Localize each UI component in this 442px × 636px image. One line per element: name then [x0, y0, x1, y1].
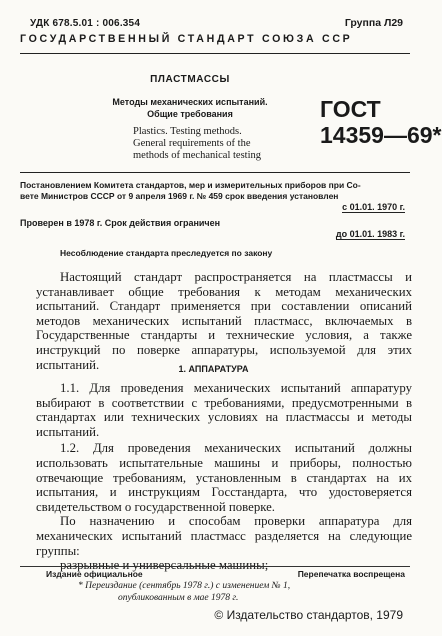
decree-text [20, 180, 415, 202]
clause-1-1: 1.1. Для проведения механических испытаний аппаратуру выбирают в соответствии с требованиями, предусмотренными в стандартах или технических условиях на пластмассы и методы испытаний. [36, 381, 412, 439]
state-standard-heading: ГОСУДАРСТВЕННЫЙ СТАНДАРТ СОЮЗА ССР [20, 33, 353, 45]
section-body [36, 381, 412, 573]
english-title-line: methods of mechanical testing [133, 150, 262, 161]
review-note: Проверен в 1978 г. Срок действия ограничен [20, 218, 221, 228]
section-heading: 1. АППАРАТУРА [178, 364, 249, 374]
english-title [90, 126, 290, 162]
legal-warning: Несоблюдение стандарта преследуется по закону [60, 248, 273, 258]
intro-paragraph [36, 270, 412, 372]
introduction-date: с 01.01. 1970 г. [342, 202, 405, 212]
udk-code: УДК 678.5.01 : 006.354 [30, 18, 141, 29]
reissue-note: * Переиздание (сентябрь 1978 г.) с изменением № 1, [78, 581, 291, 591]
decree-line: Постановлением Комитета стандартов, мер и измерительных приборов при Со- [20, 180, 361, 190]
gost-number: 14359—69* [320, 122, 442, 148]
decree-line: вете Министров СССР от 9 апреля 1969 г. № 459 срок введения установлен [20, 191, 339, 201]
title-block [90, 74, 290, 162]
header-rule [20, 53, 410, 54]
english-title-line: Plastics. Testing methods. [133, 126, 242, 137]
gost-designation [320, 96, 442, 148]
footer-rule [20, 566, 410, 567]
clause-list-item: разрывные и универсальные машины; [60, 558, 269, 573]
gost-label: ГОСТ [320, 96, 381, 122]
approval-note: опубликованным в мае 1978 г. [118, 593, 239, 603]
clause-1-2: 1.2. Для проведения механических испытаний должны использовать испытательные машины и приборы, полностью отвечающие требованиям, установленным в стандартах на их испытания, и инструкциям Госстандарта, что удостоверяется свидетельством о государственной поверке. [36, 441, 412, 514]
standard-subtitle-2: Общие требования [147, 109, 233, 119]
official-edition: Издание официальное [46, 569, 143, 579]
reprint-notice: Перепечатка воспрещена [297, 569, 405, 579]
intro-text: Настоящий стандарт распространяется на пластмассы и устанавливает общие требования к методам механических испытаний. Стандарт применяется при составлении описаний методов механических испытаний пластмасс, включаемых в Государственные стандарты и технические условия, а также инструкций по поверке аппаратуры, используемой для этих испытаний. [36, 270, 412, 372]
title-rule [20, 172, 410, 173]
standard-subtitle-1: Методы механических испытаний. [112, 97, 268, 107]
group-code: Группа Л29 [344, 17, 403, 29]
expiry-date: до 01.01. 1983 г. [335, 229, 405, 239]
copyright: © Издательство стандартов, 1979 [214, 608, 403, 622]
clause-groups: По назначению и способам проверки аппаратура для механических испытаний пластмасс разделяется на следующие группы: [36, 514, 412, 558]
standard-title: ПЛАСТМАССЫ [150, 74, 230, 85]
english-title-line: General requirements of the [133, 138, 251, 149]
